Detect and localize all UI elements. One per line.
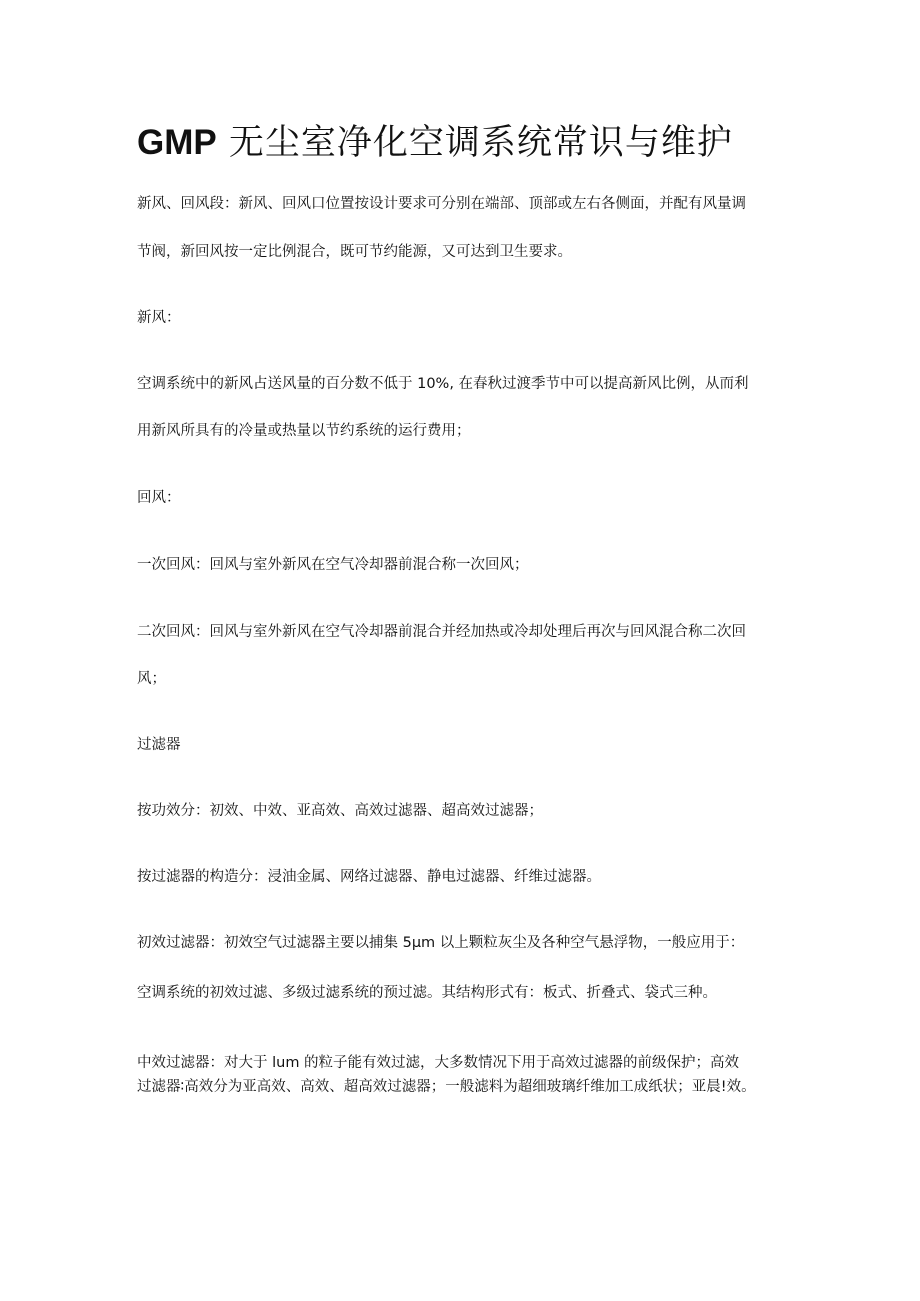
paragraph-line: 空调系统的初效过滤、多级过滤系统的预过滤。其结构形式有：板式、折叠式、袋式三种。	[137, 985, 717, 1001]
section-heading-return-air: 回风：	[137, 490, 181, 506]
paragraph-line: 一次回风：回风与室外新风在空气冷却器前混合称一次回风；	[137, 557, 529, 573]
section-heading-filters: 过滤器	[137, 737, 181, 753]
paragraph-line: 按过滤器的构造分：浸油金属、网络过滤器、静电过滤器、纤维过滤器。	[137, 869, 601, 885]
paragraph-line: 新风、回风段：新风、回风口位置按设计要求可分别在端部、顶部或左右各侧面，并配有风量调	[137, 196, 746, 212]
document-title	[137, 121, 797, 165]
title-gmp: GMP	[137, 123, 217, 162]
title-text: 无尘室净化空调系统常识与维护	[228, 123, 733, 163]
paragraph-line: 二次回风：回风与室外新风在空气冷却器前混合并经加热或冷却处理后再次与回风混合称二次回	[137, 624, 746, 640]
paragraph-line: 空调系统中的新风占送风量的百分数不低于 10%, 在春秋过渡季节中可以提高新风比例，从而利	[137, 376, 749, 392]
paragraph-line: 初效过滤器：初效空气过滤器主要以捕集 5μm 以上颗粒灰尘及各种空气悬浮物，一般应用于：	[137, 935, 745, 951]
paragraph-line: 过滤器∶高效分为亚高效、高效、超高效过滤器；一般滤料为超细玻璃纤维加工成纸状；亚晨!效。	[137, 1079, 756, 1095]
section-heading-fresh-air: 新风：	[137, 310, 181, 326]
paragraph-line: 按功效分：初效、中效、亚高效、高效过滤器、超高效过滤器；	[137, 803, 543, 819]
paragraph-line: 用新风所具有的冷量或热量以节约系统的运行费用；	[137, 423, 471, 439]
paragraph-line: 中效过滤器：对大于 lum 的粒子能有效过滤，大多数情况下用于高效过滤器的前级保护；高效	[137, 1055, 740, 1071]
paragraph-line: 风；	[137, 671, 166, 687]
paragraph-line: 节阀，新回风按一定比例混合，既可节约能源，又可达到卫生要求。	[137, 244, 572, 260]
